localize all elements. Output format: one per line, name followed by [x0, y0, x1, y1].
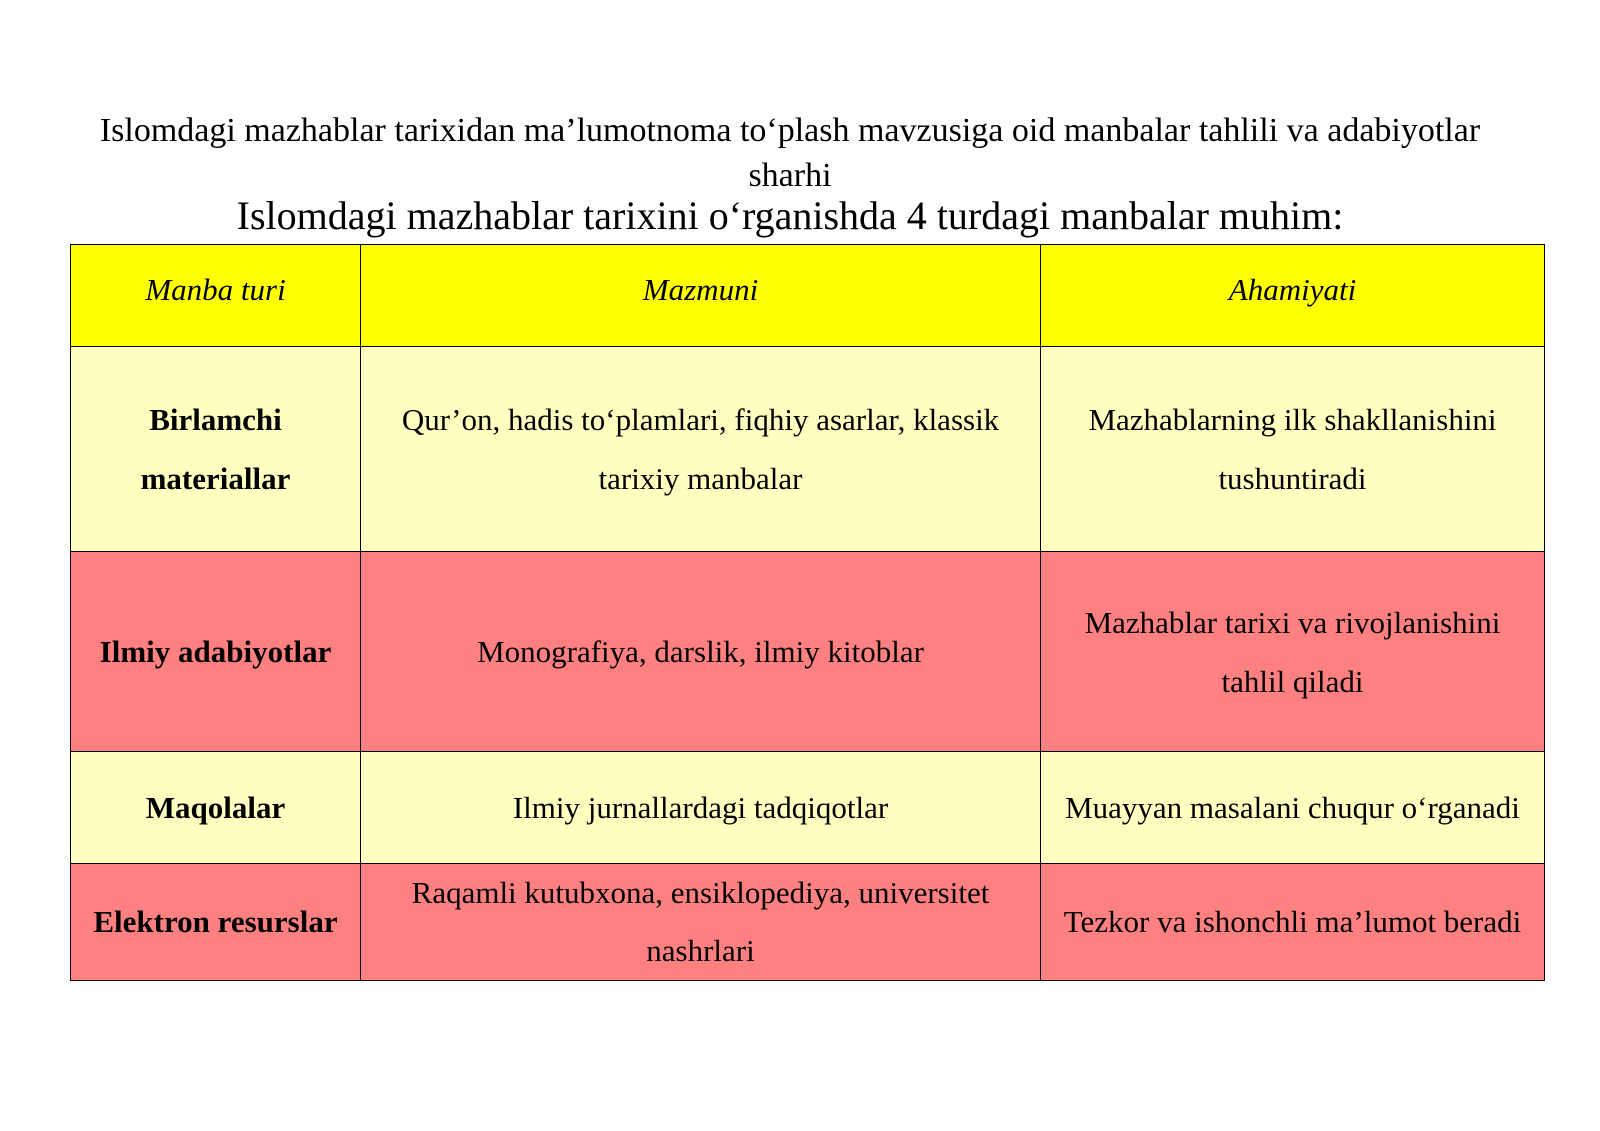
- importance-cell: Mazhablarning ilk shakllanishini tushuntiradi: [1041, 347, 1545, 552]
- source-type-cell: Birlamchi materiallar: [71, 347, 361, 552]
- importance-cell: Mazhablar tarixi va rivojlanishini tahlil qiladi: [1041, 552, 1545, 752]
- content-cell: Qur’on, hadis to‘plamlari, fiqhiy asarlar, klassik tarixiy manbalar: [361, 347, 1041, 552]
- importance-cell: Tezkor va ishonchli ma’lumot beradi: [1041, 864, 1545, 981]
- header-content: Mazmuni: [361, 245, 1041, 347]
- document-subtitle: Islomdagi mazhablar tarixini o‘rganishda 4 turdagi manbalar muhim:: [236, 193, 1344, 238]
- source-type-cell: Ilmiy adabiyotlar: [71, 552, 361, 752]
- table-row: [71, 864, 1545, 981]
- sources-table: [70, 244, 1545, 981]
- table-row: [71, 752, 1545, 864]
- importance-cell: Muayyan masalani chuqur o‘rganadi: [1041, 752, 1545, 864]
- header-source-type: Manba turi: [71, 245, 361, 347]
- table-row: [71, 552, 1545, 752]
- document-title: Islomdagi mazhablar tarixidan ma’lumotnoma to‘plash mavzusiga oid manbalar tahlili va adabiyotlar sharhi: [99, 112, 1481, 194]
- header-importance: Ahamiyati: [1041, 245, 1545, 347]
- content-cell: Ilmiy jurnallardagi tadqiqotlar: [361, 752, 1041, 864]
- content-cell: Raqamli kutubxona, ensiklopediya, universitet nashrlari: [361, 864, 1041, 981]
- table-row: [71, 347, 1545, 552]
- source-type-cell: Elektron resurslar: [71, 864, 361, 981]
- content-cell: Monografiya, darslik, ilmiy kitoblar: [361, 552, 1041, 752]
- table-header-row: [71, 245, 1545, 347]
- source-type-cell: Maqolalar: [71, 752, 361, 864]
